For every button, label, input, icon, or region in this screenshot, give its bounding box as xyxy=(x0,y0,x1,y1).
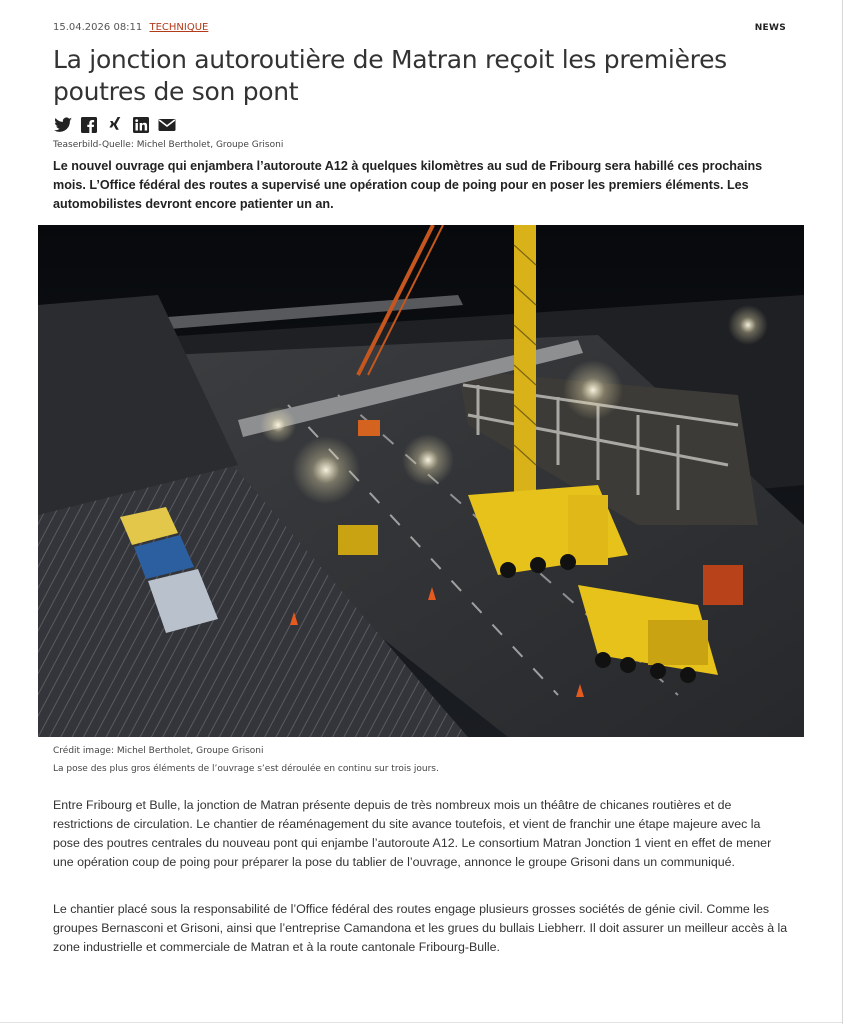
facebook-icon[interactable] xyxy=(79,116,99,134)
page-edge-right xyxy=(842,0,843,1024)
teaser-credit: Teaserbild-Quelle: Michel Bertholet, Groupe Grisoni xyxy=(53,140,284,150)
article-lead: Le nouvel ouvrage qui enjambera l’autoroute A12 à quelques kilomètres au sud de Fribourg sera habillé ces prochains mois. L’Office fédéral des routes a supervisé une opération coup de poing pour en poser les premiers éléments. Les automobilistes devront encore patienter un an. xyxy=(53,159,763,211)
article-paragraph: Entre Fribourg et Bulle, la jonction de Matran présente depuis de très nombreux mois un théâtre de chicanes routières et de restrictions de circulation. Le chantier de réaménagement du site avance toutefois, et vient de franchir une étape majeure avec la pose des poutres centrales du nouveau pont qui enjambe l’autoroute A12. Le consortium Matran Jonction 1 vient en effet de mener une opération coup de poing pour préparer la pose du tablier de l’ouvrage, annonce le groupe Grisoni dans un communiqué. xyxy=(53,798,772,869)
construction-site-photo xyxy=(38,225,804,737)
hero-image xyxy=(38,225,804,737)
news-tag: NEWS xyxy=(754,23,786,33)
image-credit: Crédit image: Michel Bertholet, Groupe Grisoni xyxy=(53,746,264,756)
page-edge-bottom xyxy=(0,1022,842,1023)
twitter-icon[interactable] xyxy=(53,116,73,134)
category-link[interactable]: TECHNIQUE xyxy=(149,22,209,33)
xing-icon[interactable] xyxy=(105,116,125,134)
article-meta xyxy=(53,22,208,33)
article-paragraph: Le chantier placé sous la responsabilité de l’Office fédéral des routes engage plusieurs grosses sociétés de génie civil. Comme les groupes Bernasconi et Grisoni, ainsi que l’entreprise Camandona et les grues du bullais Liebherr. Il doit assurer un meilleur accès à la zone industrielle et commerciale de Matran et à la route cantonale Fribourg-Bulle. xyxy=(53,902,788,954)
article-time: 08:11 xyxy=(113,22,143,33)
image-caption: La pose des plus gros éléments de l’ouvrage s’est déroulée en continu sur trois jours. xyxy=(53,764,439,774)
share-bar xyxy=(53,116,177,134)
article-date: 15.04.2026 xyxy=(53,22,111,33)
linkedin-icon[interactable] xyxy=(131,116,151,134)
email-icon[interactable] xyxy=(157,116,177,134)
article-title: La jonction autoroutière de Matran reçoit les premières poutres de son pont xyxy=(53,45,727,106)
